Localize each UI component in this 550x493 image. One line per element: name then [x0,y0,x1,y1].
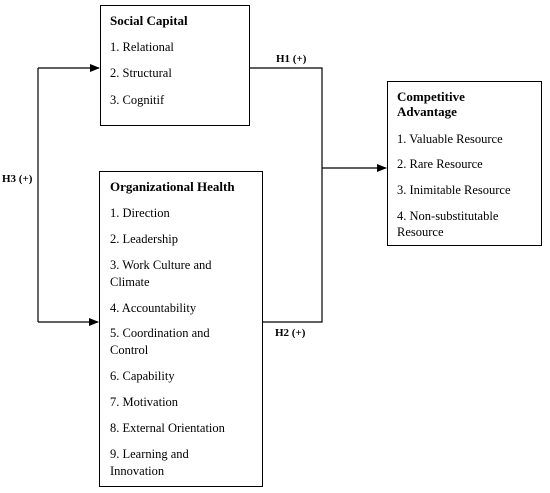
org-health-item-work-culture: 3. Work Culture and [110,258,212,272]
competitive-advantage-title-line1: Competitive [397,89,465,104]
competitive-advantage-item-valuable: 1. Valuable Resource [397,132,503,146]
social-capital-box [100,5,250,126]
org-health-item-coordination: 5. Coordination and [110,326,210,340]
social-capital-item-structural: 2. Structural [110,66,172,80]
organizational-health-box [99,171,263,487]
competitive-advantage-box [387,81,542,246]
org-health-item-capability: 6. Capability [110,369,175,383]
org-health-item-learning: 9. Learning and [110,447,189,461]
competitive-advantage-item-rare: 2. Rare Resource [397,157,483,171]
org-health-item-work-culture-cont: Climate [110,275,150,289]
hypothesis-h1-label: H1 (+) [276,53,307,65]
competitive-advantage-item-inimitable: 3. Inimitable Resource [397,183,511,197]
org-health-item-direction: 1. Direction [110,206,170,220]
competitive-advantage-item-non-substitutable-cont: Resource [397,225,444,239]
org-health-item-learning-cont: Innovation [110,464,165,478]
org-health-item-external-orientation: 8. External Orientation [110,421,225,435]
social-capital-item-relational: 1. Relational [110,40,174,54]
competitive-advantage-item-non-substitutable: 4. Non-substitutable [397,209,499,223]
h1-connector [249,68,322,168]
hypothesis-h3-label: H3 (+) [2,173,33,185]
org-health-item-leadership: 2. Leadership [110,232,179,246]
hypothesis-h2-label: H2 (+) [275,327,306,339]
organizational-health-title: Organizational Health [110,179,235,194]
org-health-item-motivation: 7. Motivation [110,395,179,409]
org-health-item-accountability: 4. Accountability [110,301,197,315]
social-capital-title: Social Capital [110,13,188,28]
h2-connector [262,168,322,322]
org-health-item-coordination-cont: Control [110,343,149,357]
social-capital-item-cognitif: 3. Cognitif [110,93,165,107]
competitive-advantage-title-line2: Advantage [397,104,457,119]
